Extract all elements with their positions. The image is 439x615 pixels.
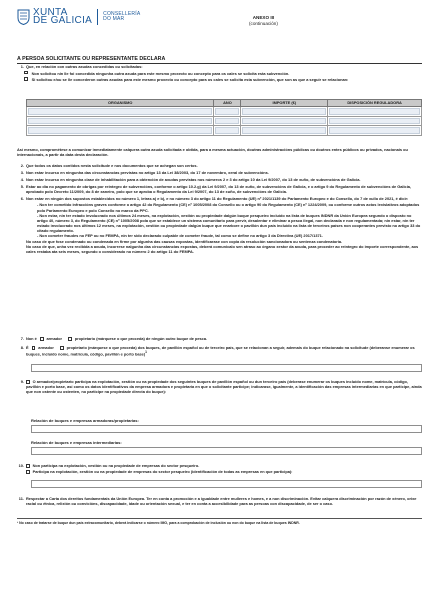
department-name <box>103 12 140 23</box>
cell-importe <box>241 126 328 136</box>
condition-2: - Non estar, nin ter estado involucrado nos últimos 24 meses, na explotación, xestión ou propiedade dalgún buque pesqueiro incluído na lista de buques INDNR da Unión Europea segundo o disposto no artigo 40, número 3, do Regulamento (CE) nº 1005/2008 pola que se establece un sistema comunitario para previr, desalentar e eliminar a pesca ilegal, non declarada e non regulamentada; nin estar, nin ter estado involucrado nos últimos 12 meses, na explotación, xestión ou propiedade dalgún buque que enarbore o pavillón dun país incluído na lista de terceiros países non cooperantes previsto no artigo 33 do citado regulamento. <box>37 212 421 233</box>
declaration-item-7 <box>17 336 422 341</box>
intermediary-companies-field[interactable] <box>31 447 422 455</box>
item-text: Que, en relación con outras axudas concedidas ou solicitadas: <box>26 64 143 69</box>
cell-ano <box>214 107 241 117</box>
declaration-item-8: 8. É armador propietario (márquese o que proceda) dos buques, de pavillón español ou de terceiro país, que se relacionan a seguir, ademais do buque relacionado na solicitude (deberanse enumerar os buques, incluído nome, matrícula, código, pavillón e porto base)$^1$ <box>17 345 422 356</box>
cell-disposicion <box>328 116 422 126</box>
annex-heading <box>249 15 278 27</box>
item-6-conditions <box>17 202 422 238</box>
shipowner-label: armador <box>46 336 63 341</box>
item-text: Non estar incurso en ningunha das circunstancias previstas no artigo 13 da Lei 38/2003, do 17 de novembro, xeral de subvencións. <box>26 170 269 176</box>
item-number: 3. <box>20 170 24 176</box>
item-number: 4. <box>20 177 24 183</box>
xunta-logo <box>17 9 140 25</box>
footnote: ¹ No caso de tratarse de buque dun país extracomunitario, deberá indicarse o número IMO, para a comprobación de inclusión ou non do buque na lista de buques INDNR. <box>17 521 300 525</box>
other-aid-label: Si solicitou e/ou se lle concederon outras axudas para este mesmo proxecto ou concepto para os cales se solicita esta subvención, que son as que a seguir se relacionan: <box>31 77 349 83</box>
commitment-paragraph <box>17 147 422 157</box>
condition-1: - Non ter cometido infraccións graves conforme o artigo 42 do Regulamento (CE) nº 1005/2008 do Consello ou o artigo 90 do Regulamento (CE) nº 1224/2009, ou conforme outros actos lexislativos adoptados polo Parlamento Europeo e polo Consello no marco da PPC. <box>37 202 420 213</box>
importe-input[interactable] <box>242 127 326 134</box>
annex-title: ANEXO III <box>252 15 275 20</box>
declaration-item-3 <box>17 170 422 175</box>
cell-disposicion <box>328 126 422 136</box>
ano-input[interactable] <box>215 108 239 115</box>
item-number: 6. <box>20 196 24 202</box>
is-shipowner-checkbox[interactable] <box>32 346 36 350</box>
declaration-item-1 <box>17 64 422 82</box>
is-owner-checkbox[interactable] <box>60 346 64 350</box>
intermediary-companies-label: Relación de buques e empresas intermediarias: <box>31 440 122 445</box>
item-7-suffix: (márquese o que proceda) de ningún outro buque de pesca. <box>96 336 208 341</box>
declaration-item-4 <box>17 177 422 182</box>
owner-label: propietario <box>66 345 87 350</box>
importe-input[interactable] <box>242 108 326 115</box>
no-company-participation-label: Non participa na explotación, xestión ou na propiedade de empresas do sector pesqueiro. <box>32 463 200 468</box>
ano-input[interactable] <box>215 127 239 134</box>
cell-organismo <box>27 116 214 126</box>
declaration-items-list <box>17 163 422 254</box>
item-number: 1. <box>20 64 24 69</box>
participated-companies-field[interactable] <box>31 480 422 488</box>
declaration-item-10 <box>17 463 422 474</box>
commitment-text: Así mesmo, comprométese a comunicar inmediatamente calquera outra axuda solicitada e obtida, para a mesma actuación, doutras administracións públicas ou doutros entes públicos ou privados, nacionais ou internacionais, a partir da data desta declaración. <box>17 147 408 158</box>
item-number: 7. <box>20 336 24 341</box>
annex-subtitle: (continuación) <box>249 21 278 26</box>
not-owner-checkbox[interactable] <box>68 337 72 341</box>
owner-companies-field[interactable] <box>31 425 422 433</box>
ano-input[interactable] <box>215 118 239 125</box>
logo-line2: DE GALICIA <box>33 15 93 26</box>
item-9-text: O armador/propietario participa na explotación, xestión ou na propiedade dos seguintes buques de pavillón español ou dun terceiro país (deberase enumerar os buques incluído nome, matrícula, código, pavillón e porto base, así como os datos identificativos da empresa armadora e propietaria en que o solicitante participe; indicarase, igualmente, a identificación das empresas intermediarias en que participe, ainda que non ostente ou ostenten, no participe na propiedade directa do buque): <box>26 379 422 395</box>
company-participation-label: Participa na explotación, xestión ou na propiedade de empresas do sector pesqueiro (identificación de todas as empresas en que participa): <box>32 469 293 475</box>
galicia-crest-icon <box>17 9 30 25</box>
cell-organismo <box>27 126 214 136</box>
footnote-divider <box>17 518 422 519</box>
logo-wordmark <box>33 9 92 25</box>
item-7-prefix: Non é <box>26 336 37 341</box>
aid-table-row <box>27 126 422 136</box>
item-text: Non estar en ningún dos supostos establecidos no número 1, letras a) e b), e no número 3 do artigo 11 do Regulamento (UE) nº 2021/1139 do Parlamento Europeo e do Consello, do 7 de xullo de 2021, é dicir: <box>26 196 409 202</box>
no-company-participation-checkbox[interactable] <box>26 464 30 468</box>
importe-input[interactable] <box>242 118 326 125</box>
declaration-item-11 <box>17 496 422 506</box>
cell-importe <box>241 116 328 126</box>
other-aid-table <box>26 99 422 136</box>
company-participation-checkbox[interactable] <box>26 470 30 474</box>
logo-line1: XUNTA <box>33 7 68 18</box>
organismo-input[interactable] <box>28 127 212 134</box>
disposicion-input[interactable] <box>329 108 420 115</box>
aid-table-row <box>27 107 422 117</box>
item-number: 2. <box>20 163 24 168</box>
cell-importe <box>241 107 328 117</box>
other-aid-checkbox[interactable] <box>24 77 28 81</box>
item-number: 5. <box>20 184 24 190</box>
declaration-item-9 <box>17 379 422 394</box>
item-11-text: Respectar a Carta dos dereitos fundamentais da Unión Europea. Ter en conta a promoción e a igualdade entre mulleres e homes, e a non discriminación. Evitar calquera discriminación por razón de xénero, orixe racial ou étnica, relixión ou convicións, discapacidade, idade ou orientación sexual, e ter en conta a accesibilidade para as persoas con discapacidade, de ser o caso. <box>26 496 417 507</box>
owner-companies-label: Relación de buques e empresas armadoras/propietarias: <box>31 418 139 423</box>
col-header-ano: ANO <box>214 100 241 107</box>
item-number: 11. <box>18 496 24 501</box>
disposicion-input[interactable] <box>329 118 420 125</box>
section-title: A PERSOA SOLICITANTE OU REPRESENTANTE DECLARA <box>17 56 422 64</box>
page-header <box>17 6 422 42</box>
no-other-aid-checkbox[interactable] <box>24 71 28 75</box>
organismo-input[interactable] <box>28 108 212 115</box>
aid-table-row <box>27 116 422 126</box>
item-text: Que todos os datos contidos nesta solicitude e nos documentos que se achegan son certos. <box>26 163 198 168</box>
not-shipowner-checkbox[interactable] <box>40 337 44 341</box>
item-number: 10. <box>18 463 24 468</box>
dept-line1: CONSELLERÍA <box>103 10 141 17</box>
cell-ano <box>214 126 241 136</box>
declaration-item-5 <box>17 184 422 194</box>
cell-organismo <box>27 107 214 117</box>
no-other-aid-label: Non solicitou nin lle foi concedida ningunha outra axuda para este mesmo proxecto ou concepto para os cales se solicita esta subvención. <box>31 70 290 76</box>
dept-line2: DO MAR <box>103 16 125 22</box>
col-header-disposicion: DISPOSICIÓN REGULADORA <box>328 100 422 107</box>
item-8-text: (márquese o que proceda) dos buques, de pavillón español ou de terceiro país, que se relacionan a seguir, ademais do buque relacionado na solicitude (deberanse enumerar os buques, incluído nome, matrícula, código, pavillón e porto base) <box>26 345 415 357</box>
cell-ano <box>214 116 241 126</box>
item-6-note-1: No caso de que fose condenado ou condenada en firme por algunha das causas expostas, identificarase con copia da resolución sancionadora ou sentenza condenatoria. <box>26 239 343 245</box>
cell-disposicion <box>328 107 422 117</box>
disposicion-input[interactable] <box>329 127 420 134</box>
logo-divider <box>97 9 98 25</box>
shipowner-label: armador <box>38 345 54 350</box>
declaration-item-2 <box>17 163 422 168</box>
vessels-list-field[interactable] <box>31 364 422 372</box>
declaration-item-6 <box>17 196 422 201</box>
col-header-importe: IMPORTE (€) <box>241 100 328 107</box>
condition-3: - Non cometer fraudes no FEP ou no FEMPA, nin ter sido declarado culpable de cometer fraude, tal como se define no artigo 3 da Directiva (UE) 2017/1371. <box>37 232 323 238</box>
owner-label: propietario <box>74 336 96 341</box>
col-header-organismo: ORGANISMO <box>27 100 214 107</box>
item-text: Non estar incurso en ningunha clase de inhabilitación para a obtención de axudas previstas nos números 2 e 3 do artigo 10 da Lei 9/2007, do 13 de xuño, de subvencións de Galicia. <box>26 177 361 183</box>
item-6-note-2: No caso de que, unha vez recibida a axuda, incorrese nalgunha das circunstancias expostas, deberá comunicalo sen atraso ao órgano xestor da axuda, para proceder ao reintegro do importe correspondente, aos cales restaba ata seis meses, segundo o considerado no número 2 do artigo 11 do FEMPA. <box>26 244 419 255</box>
item-8-prefix: É <box>26 345 29 350</box>
participates-vessels-checkbox[interactable] <box>26 380 30 384</box>
item-text: Estar ao día no pagamento de obrigas por reintegro de subvencións, conforme o artigo 10.2.g) da Lei 9/2007, do 13 de xuño, de subvencións de Galicia, e o artigo 9 do Regulamento de subvencións de Galicia, aprobado polo Decreto 11/2009, do 8 de xaneiro, polo que se aproba o Regulamento da Lei 9/2007, do 13 de xuño, de subvencións de Galicia. <box>26 184 412 195</box>
item-number: 8. <box>20 345 24 350</box>
organismo-input[interactable] <box>28 118 212 125</box>
item-number: 9. <box>20 379 24 384</box>
